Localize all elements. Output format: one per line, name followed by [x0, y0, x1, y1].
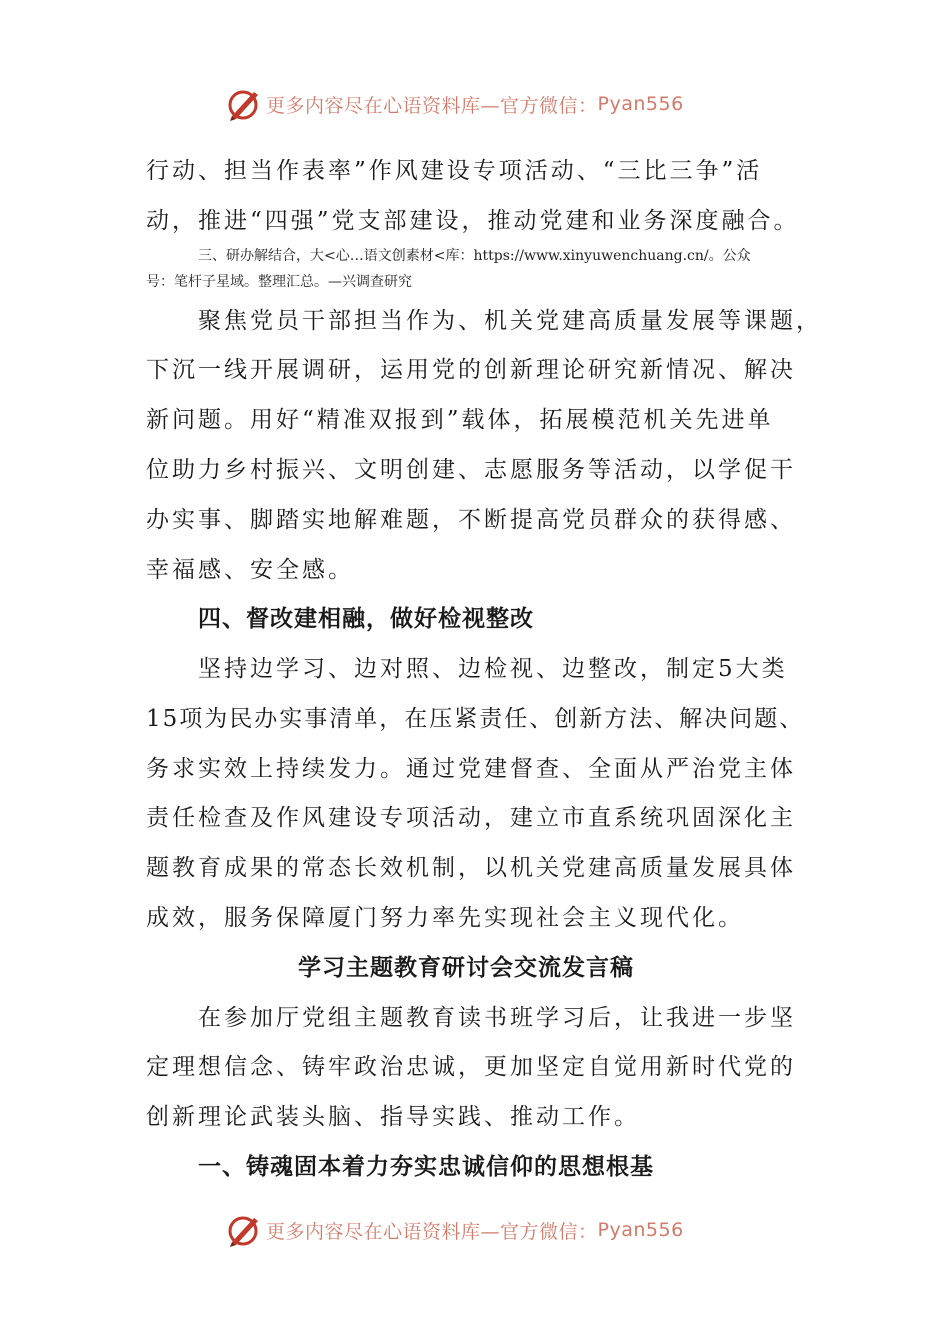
banner-text: 更多内容尽在心语资料库—官方微信：: [266, 1220, 598, 1243]
pen-logo-icon: [226, 1212, 262, 1248]
body-line: 责任检查及作风建设专项活动，建立市直系统巩固深化主: [146, 805, 796, 831]
body-line: 动，推进“四强”党支部建设，推动党建和业务深度融合。: [146, 208, 800, 234]
body-line: 位助力乡村振兴、文明创建、志愿服务等活动，以学促干: [146, 457, 796, 483]
body-line: 定理想信念、铸牢政治忠诚，更加坚定自觉用新时代党的: [146, 1054, 796, 1080]
watermark-note-line: 号：笔杆子星域。整理汇总。—兴调查研究: [146, 274, 412, 290]
body-line: 行动、担当作表率”作风建设专项活动、“三比三争”活: [146, 158, 763, 184]
body-line: 在参加厅党组主题教育读书班学习后，让我进一步坚: [198, 1005, 796, 1031]
banner-text: 更多内容尽在心语资料库—官方微信：: [266, 94, 598, 117]
body-line: 新问题。用好“精准双报到”载体，拓展模范机关先进单: [146, 407, 774, 433]
body-line: 幸福感、安全感。: [146, 557, 354, 583]
section-heading: 一、铸魂固本着力夯实忠诚信仰的思想根基: [198, 1154, 654, 1180]
body-line: 坚持边学习、边对照、边检视、边整改，制定5大类: [198, 656, 788, 682]
pen-logo-icon: [226, 86, 262, 122]
section-heading: 四、督改建相融，做好检视整改: [198, 606, 534, 632]
watermark-note-line: 三、研办解结合，大<心…语文创素材<库：https://www.xinyuwenchuang.cn/。公众: [198, 248, 751, 264]
document-title: 学习主题教育研讨会交流发言稿: [298, 955, 634, 981]
banner-wechat-id: Pyan556: [597, 93, 684, 115]
top-watermark-banner: [226, 84, 746, 124]
body-line: 15项为民办实事清单，在压紧责任、创新方法、解决问题、: [146, 706, 805, 732]
body-line: 创新理论武装头脑、指导实践、推动工作。: [146, 1104, 640, 1130]
bottom-watermark-banner: [226, 1210, 746, 1250]
body-line: 题教育成果的常态长效机制，以机关党建高质量发展具体: [146, 855, 796, 881]
body-line: 聚焦党员干部担当作为、机关党建高质量发展等课题，: [198, 308, 822, 334]
body-line: 办实事、脚踏实地解难题，不断提高党员群众的获得感、: [146, 507, 796, 533]
body-line: 务求实效上持续发力。通过党建督查、全面从严治党主体: [146, 756, 796, 782]
banner-wechat-id: Pyan556: [597, 1219, 684, 1241]
body-line: 下沉一线开展调研，运用党的创新理论研究新情况、解决: [146, 357, 796, 383]
body-line: 成效，服务保障厦门努力率先实现社会主义现代化。: [146, 905, 744, 931]
